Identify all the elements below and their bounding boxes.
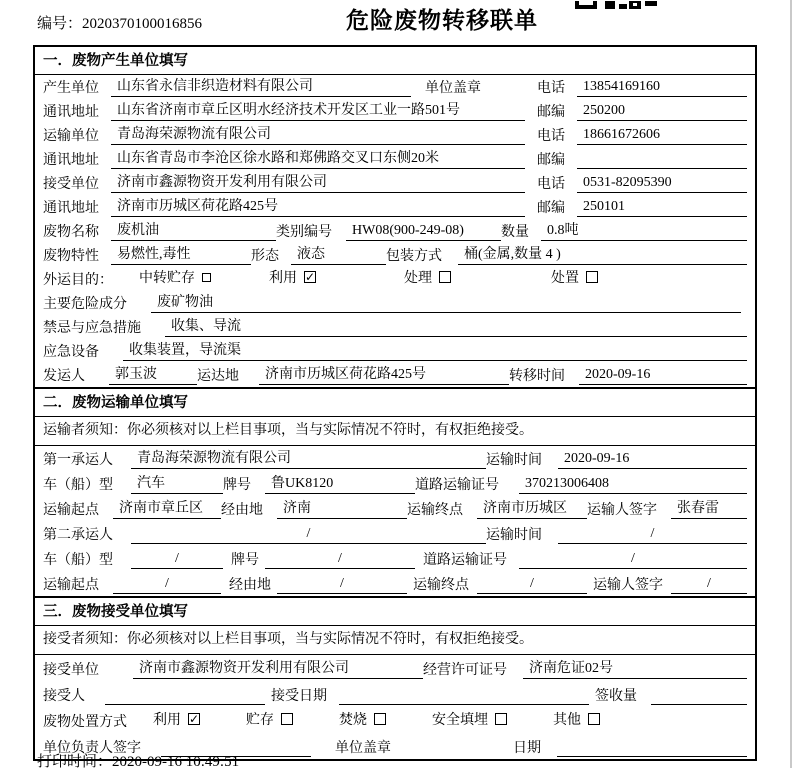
checkbox-checked-icon: ✓	[304, 270, 316, 284]
label-waste-property: 废物特性	[43, 249, 99, 264]
label-postcode: 邮编	[537, 153, 565, 168]
label-road-permit: 道路运输证号	[415, 478, 499, 493]
checkbox-unchecked-icon	[495, 713, 507, 725]
label-road-permit: 道路运输证号	[423, 553, 507, 568]
checkbox-label: 焚烧	[339, 713, 367, 728]
label-destination: 运达地	[197, 369, 239, 384]
label-accept-date: 接受日期	[271, 689, 327, 704]
field-transport-phone: 18661672606	[577, 125, 747, 145]
field-road-permit-2: /	[519, 549, 747, 569]
checkbox-store	[246, 709, 293, 729]
form-row	[35, 681, 755, 707]
form-row	[35, 363, 755, 387]
form-row	[35, 496, 755, 521]
label-postcode: 邮编	[537, 105, 565, 120]
section-header: 二．废物运输单位填写	[35, 389, 755, 417]
label-first-carrier: 第一承运人	[43, 453, 113, 468]
form-row	[35, 75, 755, 99]
field-receiver-address: 济南市历城区荷花路425号	[111, 197, 525, 217]
serial-number: 编号：2020370100016856	[37, 16, 203, 32]
form-row	[35, 123, 755, 147]
label-transfer-time: 转移时间	[509, 369, 565, 384]
checkbox-unchecked-icon	[586, 271, 598, 283]
form-row	[35, 267, 755, 291]
field-receiver-unit: 济南市鑫源物资开发利用有限公司	[111, 173, 525, 193]
field-destination: 济南市历城区荷花路425号	[259, 365, 509, 385]
field-end-1: 济南市历城区	[477, 499, 587, 519]
checkbox-secure-landfill	[432, 709, 507, 729]
form-row	[35, 291, 755, 315]
checkbox-incinerate	[339, 709, 386, 729]
label-transport-unit: 运输单位	[43, 129, 99, 144]
label-unit-seal: 单位盖章	[335, 741, 391, 756]
field-transport-unit: 青岛海荣源物流有限公司	[111, 125, 525, 145]
checkbox-label: 中转贮存	[139, 271, 195, 286]
label-received-amount: 签收量	[595, 689, 637, 704]
field-seal-date	[557, 737, 747, 757]
label-responsible-signature: 单位负责人签字	[43, 741, 141, 756]
field-origin-2: /	[113, 574, 221, 594]
checkbox-label: 其他	[553, 713, 581, 728]
label-plate-number: 牌号	[223, 478, 251, 493]
label-vehicle-type: 车（船）型	[43, 478, 113, 493]
label-vehicle-type: 车（船）型	[43, 553, 113, 568]
label-carrier-signature: 运输人签字	[593, 578, 663, 593]
label-form: 形态	[251, 249, 279, 264]
field-producer-unit: 山东省永信非织造材料有限公司	[111, 77, 411, 97]
field-first-carrier: 青岛海荣源物流有限公司	[131, 449, 486, 469]
field-producer-address: 山东省济南市章丘区明水经济技术开发区工业一路501号	[111, 101, 525, 121]
label-transport-time: 运输时间	[486, 453, 542, 468]
form-row	[35, 219, 755, 243]
section-header: 一．废物产生单位填写	[35, 47, 755, 75]
checkbox-utilize	[269, 267, 316, 287]
checkbox-label: 处置	[551, 271, 579, 286]
section-transporter	[35, 387, 755, 596]
label-carrier-signature: 运输人签字	[587, 503, 657, 518]
label-emergency-measures: 禁忌与应急措施	[43, 321, 141, 336]
section-header: 三．废物接受单位填写	[35, 598, 755, 626]
form-row	[35, 707, 755, 733]
checkbox-checked-icon: ✓	[188, 712, 200, 726]
label-accept-unit: 接受单位	[43, 663, 99, 678]
field-road-permit-1: 370213006408	[519, 474, 747, 494]
label-consignor: 发运人	[43, 369, 85, 384]
label-postcode: 邮编	[537, 201, 565, 216]
waste-transfer-form	[33, 45, 757, 761]
label-main-hazard: 主要危险成分	[43, 297, 127, 312]
field-waste-property: 易燃性,毒性	[111, 245, 251, 265]
field-vehicle-type-1: 汽车	[131, 474, 223, 494]
label-date: 日期	[513, 741, 541, 756]
field-end-2: /	[477, 574, 587, 594]
label-producer-address: 通讯地址	[43, 105, 99, 120]
label-transport-origin: 运输起点	[43, 503, 99, 518]
field-first-transport-time: 2020-09-16	[558, 449, 747, 469]
checkbox-other	[553, 709, 600, 729]
label-waste-name: 废物名称	[43, 225, 99, 240]
section-producer	[35, 47, 755, 387]
label-phone: 电话	[537, 129, 565, 144]
form-row	[35, 243, 755, 267]
field-consignor: 郭玉波	[109, 365, 197, 385]
label-second-carrier: 第二承运人	[43, 528, 113, 543]
label-phone: 电话	[537, 81, 565, 96]
field-form: 液态	[291, 245, 386, 265]
label-plate-number: 牌号	[231, 553, 259, 568]
field-accept-date	[339, 685, 589, 705]
checkbox-unchecked-icon	[202, 273, 211, 282]
label-transport-time: 运输时间	[486, 528, 542, 543]
label-transport-origin: 运输起点	[43, 578, 99, 593]
field-receiver-postcode: 250101	[577, 197, 747, 217]
label-receiver-unit: 接受单位	[43, 177, 99, 192]
field-waste-name: 废机油	[111, 221, 276, 241]
form-row	[35, 471, 755, 496]
label-quantity: 数量	[501, 225, 529, 240]
label-phone: 电话	[537, 177, 565, 192]
field-transport-address: 山东省青岛市李沧区徐水路和郑佛路交叉口东侧20米	[111, 149, 525, 169]
page-right-edge	[790, 0, 792, 768]
form-row	[35, 446, 755, 471]
label-transport-address: 通讯地址	[43, 153, 99, 168]
checkbox-treat	[404, 267, 451, 287]
field-packaging: 桶(金属,数量 4 )	[458, 245, 747, 265]
qr-code-partial-icon	[575, 0, 657, 16]
field-plate-number-2: /	[265, 549, 415, 569]
label-category-code: 类别编号	[276, 225, 332, 240]
checkbox-unchecked-icon	[439, 271, 451, 283]
form-row	[35, 147, 755, 171]
field-producer-phone: 13854169160	[577, 77, 747, 97]
field-accept-person	[105, 685, 265, 705]
field-emergency-equipment: 收集装置，导流渠	[123, 341, 747, 361]
section-note: 接受者须知：你必须核对以上栏目事项，当与实际情况不符时，有权拒绝接受。	[35, 626, 755, 655]
label-producer-unit: 产生单位	[43, 81, 99, 96]
field-vehicle-type-2: /	[131, 549, 223, 569]
checkbox-dispose	[551, 267, 598, 287]
label-receiver-address: 通讯地址	[43, 201, 99, 216]
page-title: 危险废物转移联单	[346, 7, 538, 33]
label-via: 经由地	[221, 503, 263, 518]
label-via: 经由地	[229, 578, 271, 593]
checkbox-label: 利用	[153, 713, 181, 728]
field-main-hazard: 废矿物油	[151, 293, 741, 313]
checkbox-label: 处理	[404, 271, 432, 286]
label-transport-end: 运输终点	[413, 578, 469, 593]
field-category-code: HW08(900-249-08)	[346, 221, 501, 241]
form-row	[35, 655, 755, 681]
checkbox-unchecked-icon	[588, 713, 600, 725]
print-time: 打印时间：2020-09-16 10:49:51	[37, 754, 240, 770]
section-receiver	[35, 596, 755, 759]
field-carrier-signature-1: 张春雷	[671, 499, 747, 519]
label-accept-person: 接受人	[43, 689, 85, 704]
label-packaging: 包装方式	[386, 249, 442, 264]
field-accept-unit: 济南市鑫源物资开发利用有限公司	[133, 659, 423, 679]
field-plate-number-1: 鲁UK8120	[265, 474, 415, 494]
form-row	[35, 171, 755, 195]
field-via-2: /	[277, 574, 407, 594]
checkbox-label: 利用	[269, 271, 297, 286]
form-row	[35, 521, 755, 546]
checkbox-unchecked-icon	[281, 713, 293, 725]
label-unit-seal: 单位盖章	[425, 81, 481, 96]
form-row	[35, 571, 755, 596]
field-producer-postcode: 250200	[577, 101, 747, 121]
label-emergency-equipment: 应急设备	[43, 345, 99, 360]
checkbox-utilize-receive	[153, 709, 200, 729]
field-transfer-time: 2020-09-16	[579, 365, 747, 385]
label-outbound-purpose: 外运目的：	[43, 273, 113, 288]
checkbox-unchecked-icon	[374, 713, 386, 725]
field-emergency-measures: 收集、导流	[165, 317, 747, 337]
section-note: 运输者须知：你必须核对以上栏目事项，当与实际情况不符时，有权拒绝接受。	[35, 417, 755, 446]
checkbox-label: 贮存	[246, 713, 274, 728]
field-origin-1: 济南市章丘区	[113, 499, 221, 519]
checkbox-transfer-storage	[139, 267, 211, 287]
field-second-transport-time: /	[558, 524, 747, 544]
label-transport-end: 运输终点	[407, 503, 463, 518]
field-second-carrier: /	[131, 524, 486, 544]
field-transport-postcode	[577, 149, 747, 169]
field-carrier-signature-2: /	[671, 574, 747, 594]
form-row	[35, 546, 755, 571]
field-receiver-phone: 0531-82095390	[577, 173, 747, 193]
label-disposal-method: 废物处置方式	[43, 715, 127, 730]
form-row	[35, 99, 755, 123]
field-received-amount	[651, 685, 747, 705]
form-row	[35, 195, 755, 219]
field-business-license: 济南危证02号	[523, 659, 747, 679]
form-header	[0, 0, 796, 44]
field-via-1: 济南	[277, 499, 407, 519]
label-business-license: 经营许可证号	[423, 663, 507, 678]
form-row	[35, 339, 755, 363]
checkbox-label: 安全填埋	[432, 713, 488, 728]
form-row	[35, 315, 755, 339]
field-quantity: 0.8吨	[541, 221, 747, 241]
